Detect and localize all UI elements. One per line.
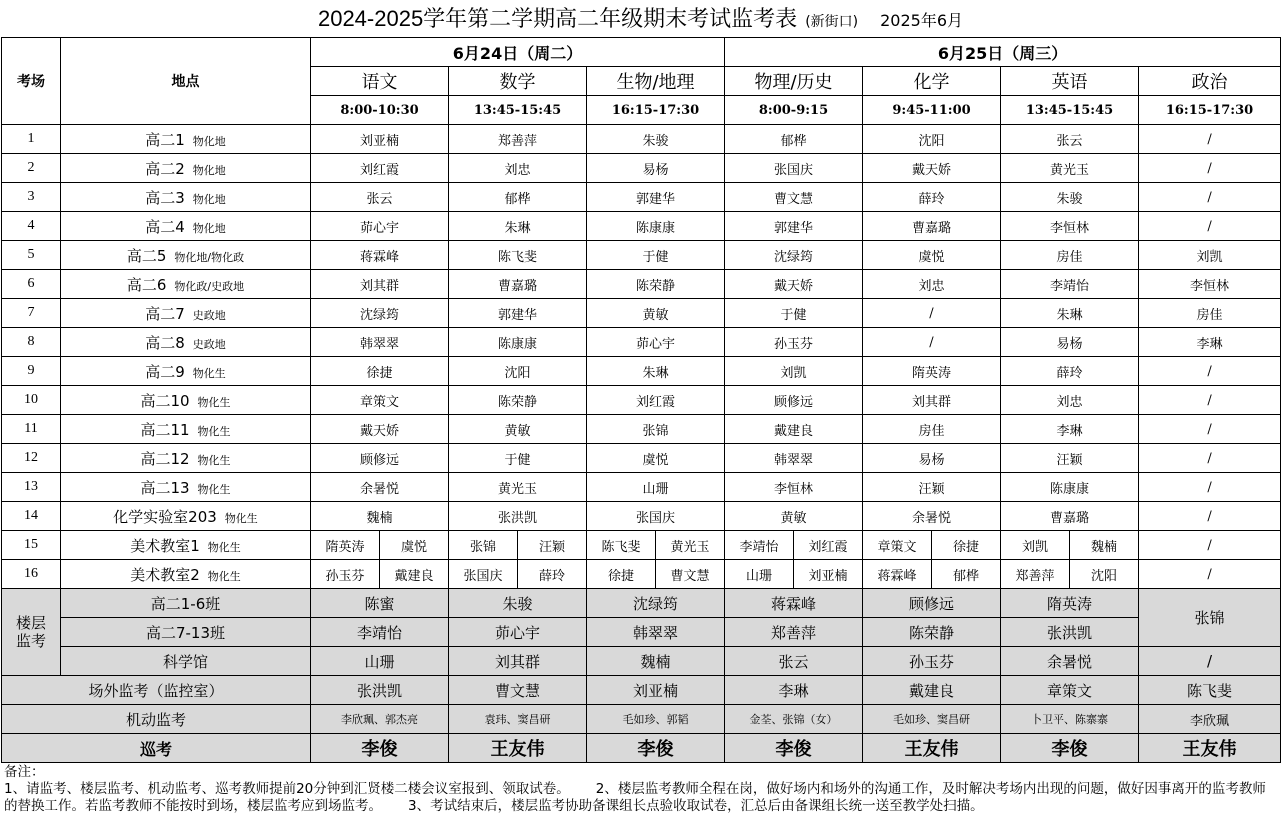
location-tag: 物化地 (192, 192, 226, 206)
proctor-cell: / (1139, 415, 1281, 444)
outside-proctor: 曹文慧 (449, 676, 587, 705)
location-name: 化学实验室203 (113, 507, 217, 526)
floor-proctor: 张云 (725, 647, 863, 676)
location-cell (61, 415, 311, 444)
proctor-cell: 虞悦 (380, 531, 449, 560)
proctor-cell: / (1139, 386, 1281, 415)
header-room: 考场 (2, 38, 61, 125)
proctor-cell: 黄敏 (725, 502, 863, 531)
location-cell (61, 473, 311, 502)
proctor-cell: 茆心宇 (311, 212, 449, 241)
proctor-cell: / (1139, 502, 1281, 531)
proctor-cell: 虞悦 (863, 241, 1001, 270)
proctor-cell: 张国庆 (587, 502, 725, 531)
location-tag: 史政地 (192, 337, 226, 351)
outside-proctor: 李琳 (725, 676, 863, 705)
invigilation-table (1, 37, 1281, 763)
location-name: 高二10 (140, 391, 190, 410)
proctor-cell: 郭建华 (725, 212, 863, 241)
proctor-cell: 沈阳 (449, 357, 587, 386)
proctor-cell: 郁桦 (725, 125, 863, 154)
subject-header: 数学 (449, 67, 587, 96)
floor-politics-science: / (1139, 647, 1281, 676)
table-row (2, 154, 1281, 183)
room-number: 9 (2, 357, 61, 386)
mobile-proctor: 毛如珍、窦昌研 (863, 705, 1001, 734)
proctor-cell: 朱琳 (1001, 299, 1139, 328)
proctor-cell: 于健 (725, 299, 863, 328)
proctor-cell: 蒋霖峰 (863, 560, 932, 589)
room-number: 15 (2, 531, 61, 560)
proctor-cell: / (1139, 183, 1281, 212)
outside-proctor: 陈飞斐 (1139, 676, 1281, 705)
proctor-cell: 曹嘉璐 (1001, 502, 1139, 531)
location-name: 高二2 (145, 159, 185, 178)
proctor-cell: 章策文 (311, 386, 449, 415)
location-cell (61, 502, 311, 531)
floor-proctor: 张洪凯 (1001, 618, 1139, 647)
proctor-cell: 张锦 (449, 531, 518, 560)
room-number: 14 (2, 502, 61, 531)
table-row (2, 357, 1281, 386)
room-number: 3 (2, 183, 61, 212)
time-header: 9:45-11:00 (863, 96, 1001, 125)
location-cell (61, 270, 311, 299)
time-header: 8:00-10:30 (311, 96, 449, 125)
location-name: 高二12 (140, 449, 190, 468)
room-number: 6 (2, 270, 61, 299)
proctor-cell: 章策文 (863, 531, 932, 560)
outside-proctor: 章策文 (1001, 676, 1139, 705)
proctor-cell: 郑善萍 (1001, 560, 1070, 589)
floor-proctor: 沈绿筠 (587, 589, 725, 618)
location-cell (61, 444, 311, 473)
time-header: 13:45-15:45 (1001, 96, 1139, 125)
proctor-cell: 汪颖 (518, 531, 587, 560)
proctor-cell: 刘凯 (1139, 241, 1281, 270)
room-number: 16 (2, 560, 61, 589)
location-tag: 物化生 (207, 540, 241, 554)
proctor-cell: 陈飞斐 (587, 531, 656, 560)
floor-politics: 张锦 (1139, 589, 1281, 647)
proctor-cell: 朱骏 (1001, 183, 1139, 212)
table-row (2, 386, 1281, 415)
floor-row (2, 589, 1281, 618)
floor-location: 科学馆 (61, 647, 311, 676)
patrol-row (2, 734, 1281, 763)
proctor-cell: 戴天娇 (311, 415, 449, 444)
patrol-proctor: 李俊 (725, 734, 863, 763)
subject-header: 语文 (311, 67, 449, 96)
header-date-2: 6月25日（周三） (725, 38, 1281, 67)
location-tag: 物化地 (192, 221, 226, 235)
note-1: 1、请监考、楼层监考、机动监考、巡考教师提前20分钟到汇贤楼二楼会议室报到、领取试卷。 (4, 781, 570, 797)
patrol-proctor: 王友伟 (449, 734, 587, 763)
proctor-cell: 陈康康 (1001, 473, 1139, 502)
location-name: 高二4 (145, 217, 185, 236)
proctor-cell: / (1139, 473, 1281, 502)
location-name: 高二1 (145, 130, 185, 149)
proctor-cell: 陈荣静 (587, 270, 725, 299)
proctor-cell: 房佳 (1139, 299, 1281, 328)
proctor-cell: 黄光玉 (656, 531, 725, 560)
proctor-cell: 曹嘉璐 (863, 212, 1001, 241)
location-tag: 物化生 (197, 395, 231, 409)
proctor-cell: 曹文慧 (656, 560, 725, 589)
proctor-cell: 山珊 (725, 560, 794, 589)
proctor-cell: 徐捷 (932, 531, 1001, 560)
note-3: 3、考试结束后，楼层监考协助备课组长点验收取试卷，汇总后由备课组长统一送至教学处扫描。 (408, 798, 984, 814)
proctor-cell: 郁桦 (932, 560, 1001, 589)
table-row (2, 270, 1281, 299)
outside-proctor: 戴建良 (863, 676, 1001, 705)
proctor-cell: 郑善萍 (449, 125, 587, 154)
proctor-cell: 戴建良 (725, 415, 863, 444)
time-header: 8:00-9:15 (725, 96, 863, 125)
table-row (2, 531, 1281, 560)
location-name: 高二5 (126, 246, 167, 265)
time-header: 16:15-17:30 (1139, 96, 1281, 125)
location-tag: 物化生 (197, 424, 231, 438)
proctor-cell: 李琳 (1139, 328, 1281, 357)
proctor-cell: 薛玲 (518, 560, 587, 589)
outside-proctor: 刘亚楠 (587, 676, 725, 705)
proctor-cell: / (1139, 212, 1281, 241)
table-row (2, 241, 1281, 270)
table-row (2, 183, 1281, 212)
header-date-1: 6月24日（周二） (311, 38, 725, 67)
proctor-cell: 张国庆 (725, 154, 863, 183)
proctor-cell: 张锦 (587, 415, 725, 444)
proctor-cell: / (1139, 531, 1281, 560)
location-name: 高二6 (126, 275, 167, 294)
proctor-cell: 房佳 (1001, 241, 1139, 270)
table-row (2, 125, 1281, 154)
location-tag: 史政地 (192, 308, 226, 322)
patrol-proctor: 李俊 (1001, 734, 1139, 763)
mobile-proctor: 李欣珮、郭杰亮 (311, 705, 449, 734)
proctor-cell: 孙玉芬 (311, 560, 380, 589)
patrol-proctor: 李俊 (311, 734, 449, 763)
subject-header: 物理/历史 (725, 67, 863, 96)
proctor-cell: 薛玲 (863, 183, 1001, 212)
proctor-cell: 李恒林 (1001, 212, 1139, 241)
location-cell (61, 154, 311, 183)
room-number: 8 (2, 328, 61, 357)
mobile-proctor: 金荃、张锦（女） (725, 705, 863, 734)
patrol-proctor: 王友伟 (1139, 734, 1281, 763)
table-row (2, 212, 1281, 241)
notes-body (4, 781, 1278, 815)
floor-proctor: 郑善萍 (725, 618, 863, 647)
proctor-cell: / (863, 299, 1001, 328)
proctor-cell: 易杨 (1001, 328, 1139, 357)
proctor-cell: 刘红霞 (311, 154, 449, 183)
proctor-cell: 徐捷 (587, 560, 656, 589)
proctor-cell: 李琳 (1001, 415, 1139, 444)
room-number: 5 (2, 241, 61, 270)
proctor-cell: 刘红霞 (587, 386, 725, 415)
proctor-cell: 刘凯 (1001, 531, 1070, 560)
proctor-cell: 山珊 (587, 473, 725, 502)
location-tag: 物化地 (192, 134, 226, 148)
location-name: 美术教室2 (130, 565, 200, 584)
floor-proctor: 朱骏 (449, 589, 587, 618)
table-row (2, 473, 1281, 502)
floor-row (2, 647, 1281, 676)
proctor-cell: / (1139, 125, 1281, 154)
proctor-cell: 刘凯 (725, 357, 863, 386)
proctor-cell: 朱骏 (587, 125, 725, 154)
proctor-cell: 曹嘉璐 (449, 270, 587, 299)
proctor-cell: 沈阳 (1070, 560, 1139, 589)
location-cell (61, 241, 311, 270)
table-row (2, 560, 1281, 589)
proctor-cell: 沈阳 (863, 125, 1001, 154)
mobile-proctor: 卜卫平、陈寨寨 (1001, 705, 1139, 734)
proctor-cell: / (863, 328, 1001, 357)
table-row (2, 299, 1281, 328)
location-name: 高二3 (145, 188, 185, 207)
location-cell (61, 183, 311, 212)
proctor-cell: 陈康康 (587, 212, 725, 241)
proctor-cell: 李靖怡 (1001, 270, 1139, 299)
proctor-cell: 余暑悦 (311, 473, 449, 502)
floor-row (2, 618, 1281, 647)
proctor-cell: 易杨 (587, 154, 725, 183)
location-cell (61, 299, 311, 328)
outside-label: 场外监考（监控室） (2, 676, 311, 705)
proctor-cell: 沈绿筠 (311, 299, 449, 328)
table-row (2, 415, 1281, 444)
table-row (2, 328, 1281, 357)
proctor-cell: 于健 (587, 241, 725, 270)
location-tag: 物化政/史政地 (174, 279, 245, 293)
floor-proctor: 魏楠 (587, 647, 725, 676)
proctor-cell: 黄敏 (449, 415, 587, 444)
title-campus: (新街口) (805, 14, 859, 30)
proctor-cell: 隋英涛 (311, 531, 380, 560)
location-name: 高二13 (140, 478, 190, 497)
proctor-cell: 郭建华 (587, 183, 725, 212)
floor-proctor: 隋英涛 (1001, 589, 1139, 618)
proctor-cell: 薛玲 (1001, 357, 1139, 386)
outside-proctor: 张洪凯 (311, 676, 449, 705)
proctor-cell: 戴天娇 (863, 154, 1001, 183)
location-tag: 物化生 (207, 569, 241, 583)
floor-label: 楼层监考 (2, 589, 61, 676)
floor-location: 高二7-13班 (61, 618, 311, 647)
patrol-label: 巡考 (2, 734, 311, 763)
proctor-cell: 黄敏 (587, 299, 725, 328)
floor-proctor: 陈蜜 (311, 589, 449, 618)
location-name: 美术教室1 (130, 536, 200, 555)
proctor-cell: 刘红霞 (794, 531, 863, 560)
proctor-cell: 郁桦 (449, 183, 587, 212)
proctor-cell: 戴天娇 (725, 270, 863, 299)
table-row (2, 502, 1281, 531)
proctor-cell: 刘亚楠 (794, 560, 863, 589)
location-cell (61, 386, 311, 415)
room-number: 11 (2, 415, 61, 444)
location-cell (61, 212, 311, 241)
location-tag: 物化生 (192, 366, 226, 380)
proctor-cell: 张云 (311, 183, 449, 212)
proctor-cell: 魏楠 (311, 502, 449, 531)
room-number: 7 (2, 299, 61, 328)
location-cell (61, 531, 311, 560)
proctor-cell: 张洪凯 (449, 502, 587, 531)
proctor-cell: 朱琳 (587, 357, 725, 386)
proctor-cell: 陈荣静 (449, 386, 587, 415)
room-number: 1 (2, 125, 61, 154)
proctor-cell: 黄光玉 (1001, 154, 1139, 183)
floor-proctor: 韩翠翠 (587, 618, 725, 647)
proctor-cell: 郭建华 (449, 299, 587, 328)
mobile-proctor: 毛如珍、郭韬 (587, 705, 725, 734)
proctor-cell: 朱琳 (449, 212, 587, 241)
location-cell (61, 125, 311, 154)
location-cell (61, 357, 311, 386)
floor-proctor: 孙玉芬 (863, 647, 1001, 676)
proctor-cell: 韩翠翠 (311, 328, 449, 357)
proctor-cell: 李靖怡 (725, 531, 794, 560)
proctor-cell: 魏楠 (1070, 531, 1139, 560)
floor-proctor: 余暑悦 (1001, 647, 1139, 676)
proctor-cell: 于健 (449, 444, 587, 473)
proctor-cell: 张国庆 (449, 560, 518, 589)
room-number: 4 (2, 212, 61, 241)
mobile-row (2, 705, 1281, 734)
floor-proctor: 蒋霖峰 (725, 589, 863, 618)
room-number: 10 (2, 386, 61, 415)
room-number: 2 (2, 154, 61, 183)
proctor-cell: 沈绿筠 (725, 241, 863, 270)
location-tag: 物化生 (197, 453, 231, 467)
proctor-cell: 刘其群 (311, 270, 449, 299)
proctor-cell: 汪颖 (863, 473, 1001, 502)
proctor-cell: 陈康康 (449, 328, 587, 357)
proctor-cell: 房佳 (863, 415, 1001, 444)
proctor-cell: 陈飞斐 (449, 241, 587, 270)
proctor-cell: 汪颖 (1001, 444, 1139, 473)
mobile-label: 机动监考 (2, 705, 311, 734)
floor-proctor: 李靖怡 (311, 618, 449, 647)
proctor-cell: 戴建良 (380, 560, 449, 589)
location-name: 高二9 (145, 362, 185, 381)
proctor-cell: / (1139, 560, 1281, 589)
proctor-cell: 余暑悦 (863, 502, 1001, 531)
proctor-cell: 孙玉芬 (725, 328, 863, 357)
proctor-cell: / (1139, 154, 1281, 183)
title-month: 2025年6月 (880, 11, 964, 30)
proctor-cell: 李恒林 (1139, 270, 1281, 299)
proctor-cell: 易杨 (863, 444, 1001, 473)
location-tag: 物化地/物化政 (174, 250, 245, 264)
location-tag: 物化生 (224, 511, 258, 525)
proctor-cell: 蒋霖峰 (311, 241, 449, 270)
proctor-cell: 刘忠 (1001, 386, 1139, 415)
floor-proctor: 顾修远 (863, 589, 1001, 618)
proctor-cell: 顾修远 (725, 386, 863, 415)
location-name: 高二8 (145, 333, 185, 352)
proctor-cell: 虞悦 (587, 444, 725, 473)
notes-head: 备注： (4, 764, 45, 780)
proctor-cell: 茆心宇 (587, 328, 725, 357)
subject-header: 政治 (1139, 67, 1281, 96)
proctor-cell: 刘忠 (449, 154, 587, 183)
location-tag: 物化生 (197, 482, 231, 496)
time-header: 16:15-17:30 (587, 96, 725, 125)
patrol-proctor: 王友伟 (863, 734, 1001, 763)
mobile-proctor: 李欣珮 (1139, 705, 1281, 734)
time-header: 13:45-15:45 (449, 96, 587, 125)
proctor-cell: 刘其群 (863, 386, 1001, 415)
subject-header: 生物/地理 (587, 67, 725, 96)
proctor-cell: 曹文慧 (725, 183, 863, 212)
floor-proctor: 刘其群 (449, 647, 587, 676)
patrol-proctor: 李俊 (587, 734, 725, 763)
location-name: 高二11 (140, 420, 190, 439)
proctor-cell: 韩翠翠 (725, 444, 863, 473)
location-name: 高二7 (145, 304, 185, 323)
subject-header: 化学 (863, 67, 1001, 96)
floor-proctor: 茆心宇 (449, 618, 587, 647)
title-main: 2024-2025学年第二学期高二年级期末考试监考表 (317, 6, 798, 31)
floor-proctor: 山珊 (311, 647, 449, 676)
proctor-cell: 顾修远 (311, 444, 449, 473)
notes (4, 764, 1278, 815)
mobile-proctor: 袁玮、窦昌研 (449, 705, 587, 734)
location-tag: 物化地 (192, 163, 226, 177)
proctor-cell: 刘忠 (863, 270, 1001, 299)
proctor-cell: 李恒林 (725, 473, 863, 502)
location-cell (61, 560, 311, 589)
proctor-cell: 徐捷 (311, 357, 449, 386)
header-location: 地点 (61, 38, 311, 125)
location-cell (61, 328, 311, 357)
proctor-cell: 黄光玉 (449, 473, 587, 502)
table-row (2, 444, 1281, 473)
note-2: 2、楼层监考教师全程在岗，做好场内和场外的沟通工作，及时解决考场内出现的问题，做好因事离开的监考教师的替换工作。若监考教师不能按时到场，楼层监考应到场监考。 (4, 781, 1266, 814)
proctor-cell: 隋英涛 (863, 357, 1001, 386)
proctor-cell: / (1139, 444, 1281, 473)
page-title (0, 0, 1281, 38)
room-number: 12 (2, 444, 61, 473)
room-number: 13 (2, 473, 61, 502)
floor-location: 高二1-6班 (61, 589, 311, 618)
floor-proctor: 陈荣静 (863, 618, 1001, 647)
proctor-cell: 张云 (1001, 125, 1139, 154)
outside-row (2, 676, 1281, 705)
proctor-cell: / (1139, 357, 1281, 386)
proctor-cell: 刘亚楠 (311, 125, 449, 154)
subject-header: 英语 (1001, 67, 1139, 96)
